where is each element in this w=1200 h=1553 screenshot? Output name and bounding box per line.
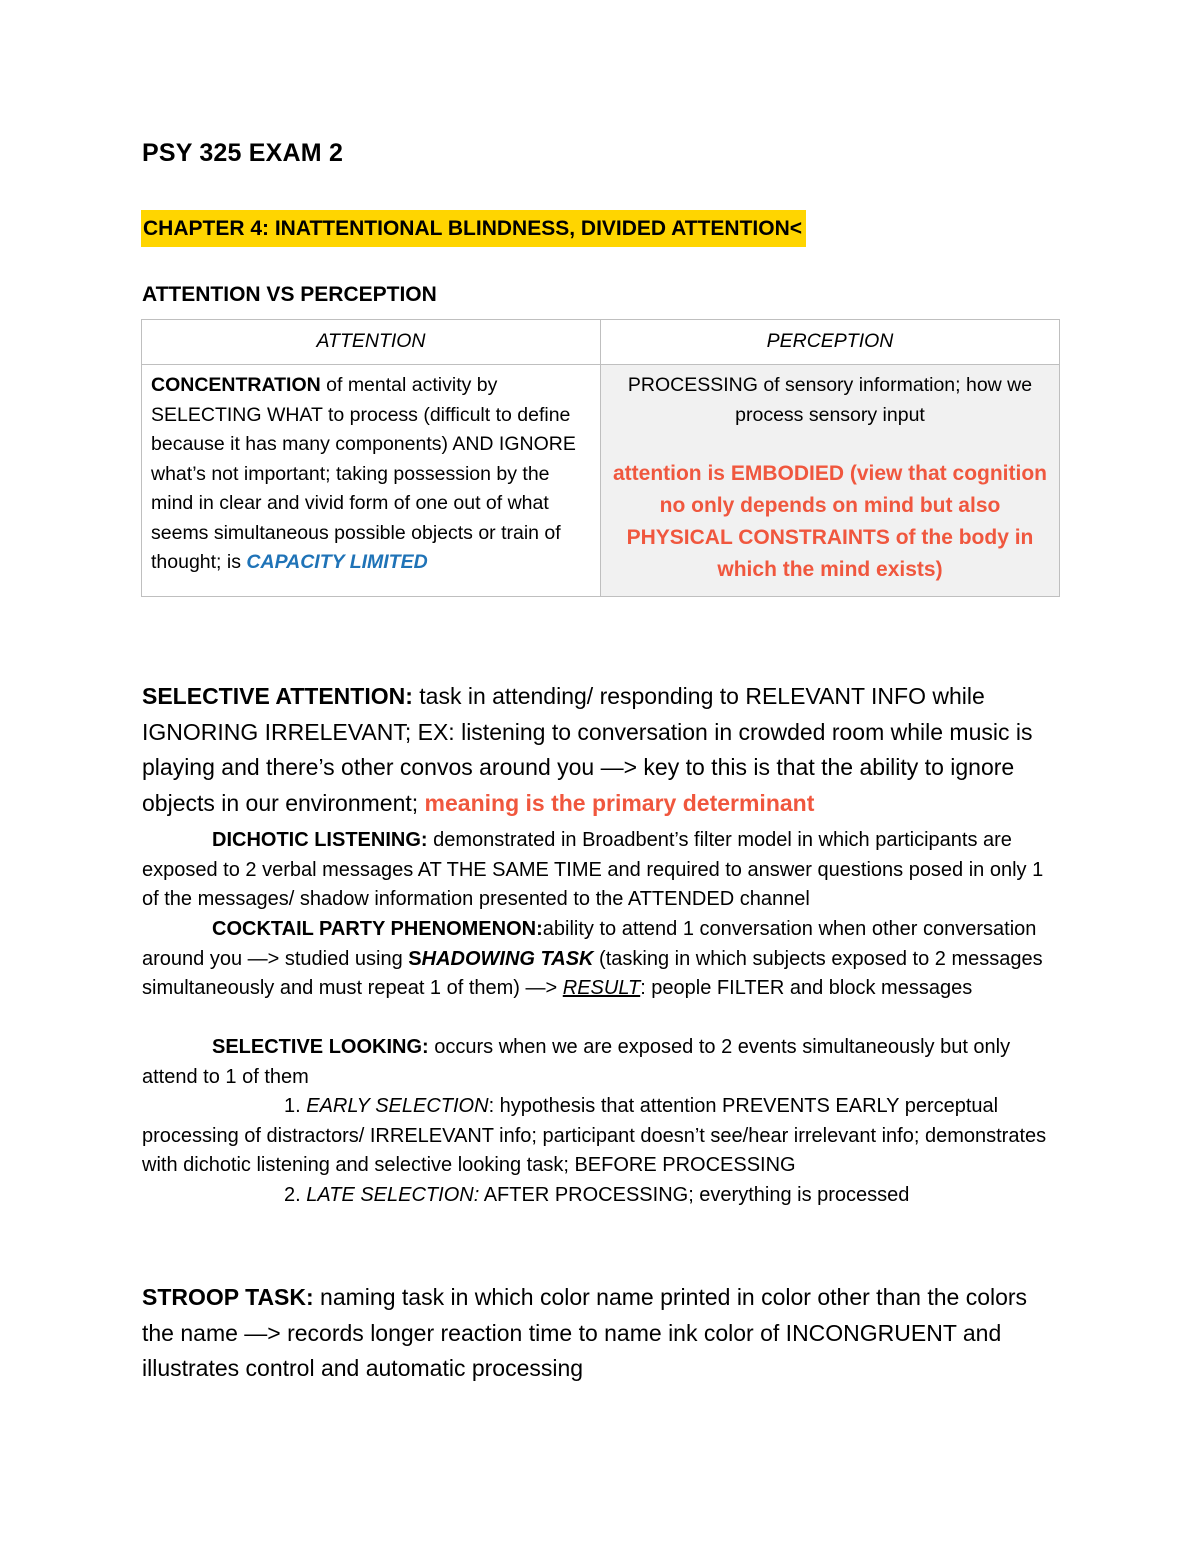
attention-cell [142, 365, 601, 597]
early-selection-term: EARLY SELECTION [306, 1095, 489, 1117]
early-selection-text: : hypothesis that attention PREVENTS EARLY perceptual processing of distractors/ IRRELEVANT info; participant doesn’t see/hear irrelevant info; demonstrates with dichotic listening and selective looking task; BEFORE PROCESSING [142, 1095, 1047, 1177]
table-header-perception: PERCEPTION [601, 320, 1060, 365]
attention-definition: of mental activity by SELECTING WHAT to process (difficult to define because it has many components) AND IGNORE what’s not important; taking possession by the mind in clear and vivid form of one out of what seems simultaneous possible objects or train of thought; is [151, 374, 576, 573]
table-header-row [142, 320, 1060, 365]
selective-looking-paragraph [142, 1033, 1062, 1092]
cocktail-party-text: ability to attend 1 conversation when other conversation around you —> studied using [142, 918, 1037, 970]
shadowing-task-s: S [408, 947, 422, 970]
selective-looking-term: SELECTIVE LOOKING: [212, 1036, 429, 1058]
table-row [142, 365, 1060, 597]
shadowing-task-text: (tasking in which subjects exposed to 2 messages simultaneously and must repeat 1 of them) —> [142, 947, 1043, 1000]
perception-cell [601, 365, 1060, 597]
stroop-task-text: naming task in which color name printed in color other than the colors the name —> records longer reaction time to name ink color of INCONGRUENT and illustrates control and automatic processing [142, 1284, 1028, 1381]
late-selection-number: 2. [284, 1184, 307, 1206]
early-selection-number: 1. [284, 1095, 307, 1117]
comparison-table [141, 319, 1060, 597]
selective-attention-highlight: meaning is the primary determinant [424, 789, 815, 816]
late-selection-term: LATE SELECTION: [306, 1184, 480, 1206]
selective-attention-term: SELECTIVE ATTENTION: [142, 683, 413, 709]
late-selection-paragraph [142, 1181, 1062, 1211]
selective-attention-paragraph [142, 679, 1062, 821]
table-header-attention: ATTENTION [142, 320, 601, 365]
capacity-limited-term: CAPACITY LIMITED [246, 551, 428, 573]
concentration-term: CONCENTRATION [151, 374, 321, 396]
result-text: : people FILTER and block messages [640, 977, 973, 1000]
stroop-task-term: STROOP TASK: [142, 1284, 314, 1310]
cocktail-party-term: COCKTAIL PARTY PHENOMENON: [212, 918, 543, 940]
dichotic-listening-paragraph [142, 826, 1062, 915]
dichotic-listening-text: demonstrated in Broadbent’s filter model in which participants are exposed to 2 verbal messages AT THE SAME TIME and required to answer questions posed in only 1 of the messages/ shadow information presented to the ATTENDED channel [142, 829, 1044, 911]
late-selection-text: AFTER PROCESSING; everything is processed [479, 1184, 910, 1206]
selective-looking-text: occurs when we are exposed to 2 events simultaneously but only attend to 1 of them [142, 1036, 1011, 1088]
selective-attention-text: task in attending/ responding to RELEVANT INFO while IGNORING IRRELEVANT; EX: listening to conversation in crowded room while music is playing and there’s other convos around you —> key to this is that the ability to ignore objects in our environment; [142, 683, 1033, 816]
shadowing-task-term: HADOWING TASK [421, 947, 594, 970]
section-title: ATTENTION VS PERCEPTION [142, 283, 437, 306]
dichotic-listening-term: DICHOTIC LISTENING: [212, 829, 428, 851]
stroop-task-paragraph [142, 1280, 1062, 1387]
early-selection-paragraph [142, 1092, 1062, 1181]
perception-definition: PROCESSING of sensory information; how we process sensory input [627, 374, 1033, 426]
result-term: RESULT [562, 977, 641, 1000]
document-title: PSY 325 EXAM 2 [142, 139, 344, 167]
embodied-note: attention is EMBODIED (view that cognition no only depends on mind but also PHYSICAL CONSTRAINTS of the body in which the mind exists) [612, 462, 1047, 581]
cocktail-party-paragraph [142, 915, 1062, 1004]
chapter-heading: CHAPTER 4: INATTENTIONAL BLINDNESS, DIVIDED ATTENTION< [141, 210, 806, 247]
